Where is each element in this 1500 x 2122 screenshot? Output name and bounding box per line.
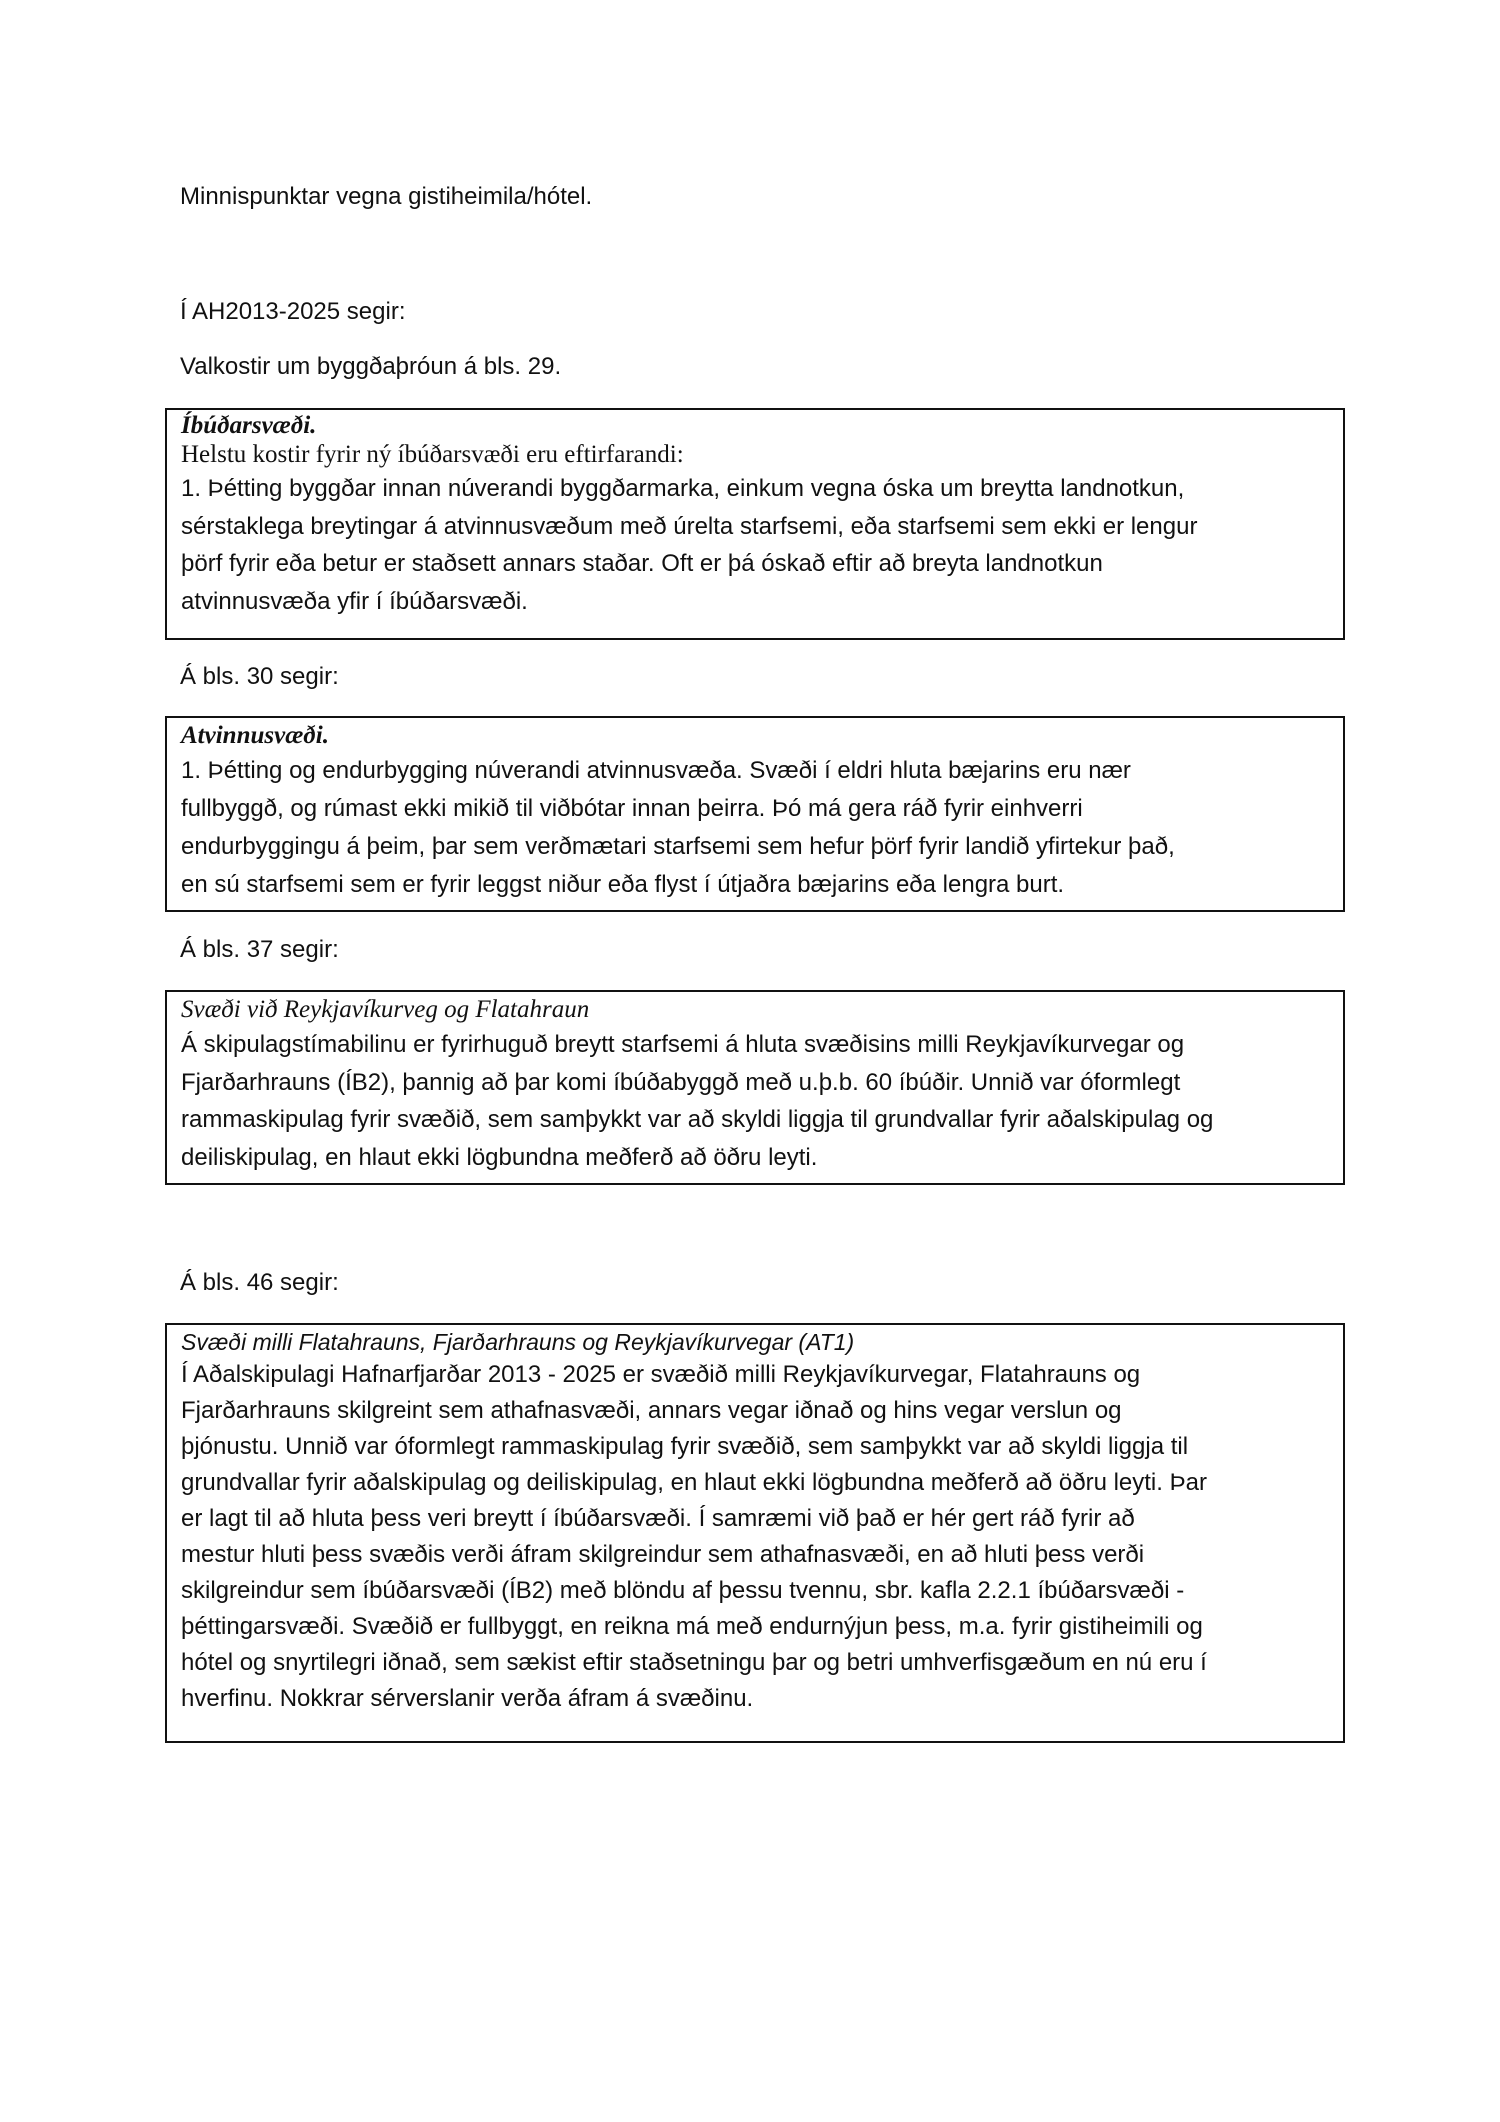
section1-line: 1. Þétting byggðar innan núverandi byggðarmarka, einkum vegna óska um breytta landnotkun, — [181, 475, 1185, 502]
section4-quote-box — [165, 1323, 1345, 1743]
section2-line: endurbyggingu á þeim, þar sem verðmætari starfsemi sem hefur þörf fyrir landið yfirtekur það, — [181, 833, 1175, 860]
section1-title: Íbúðarsvæði. — [181, 412, 317, 439]
section2-ref: Á bls. 30 segir: — [180, 663, 339, 690]
section4-line: skilgreindur sem íbúðarsvæði (ÍB2) með blöndu af þessu tvennu, sbr. kafla 2.2.1 íbúðarsvæði - — [181, 1577, 1185, 1604]
section1-line: þörf fyrir eða betur er staðsett annars staðar. Oft er þá óskað eftir að breyta landnotkun — [181, 550, 1103, 577]
section3-line: deiliskipulag, en hlaut ekki lögbundna meðferð að öðru leyti. — [181, 1143, 818, 1171]
intro-text: Í AH2013-2025 segir: — [180, 298, 406, 325]
section3-line: Á skipulagstímabilinu er fyrirhuguð breytt starfsemi á hluta svæðisins milli Reykjavíkurvegar og — [181, 1031, 1185, 1058]
section2-line: 1. Þétting og endurbygging núverandi atvinnusvæða. Svæði í eldri hluta bæjarins eru nær — [181, 757, 1131, 784]
section4-line: grundvallar fyrir aðalskipulag og deiliskipulag, en hlaut ekki lögbundna meðferð að öðru leyti. Þar — [181, 1469, 1207, 1496]
section2-line: fullbyggð, og rúmast ekki mikið til viðbótar innan þeirra. Þó má gera ráð fyrir einhverri — [181, 795, 1083, 822]
section1-subtitle: Helstu kostir fyrir ný íbúðarsvæði eru eftirfarandi: — [181, 441, 684, 468]
section1-line: sérstaklega breytingar á atvinnusvæðum með úrelta starfsemi, eða starfsemi sem ekki er lengur — [181, 512, 1198, 540]
section3-ref: Á bls. 37 segir: — [180, 936, 339, 963]
section4-line: mestur hluti þess svæðis verði áfram skilgreindur sem athafnasvæði, en að hluti þess verði — [181, 1541, 1145, 1568]
section2-title: Atvinnusvæði. — [181, 722, 329, 749]
section4-line: Í Aðalskipulagi Hafnarfjarðar 2013 - 2025 er svæðið milli Reykjavíkurvegar, Flatahrauns og — [181, 1361, 1141, 1388]
section2-quote-box — [165, 716, 1345, 912]
section3-quote-box — [165, 990, 1345, 1185]
section4-line: þjónustu. Unnið var óformlegt rammaskipulag fyrir svæðið, sem samþykkt var að skyldi liggja til — [181, 1433, 1189, 1460]
section1-ref: Valkostir um byggðaþróun á bls. 29. — [180, 353, 562, 380]
section2-line: en sú starfsemi sem er fyrir leggst niður eða flyst í útjaðra bæjarins eða lengra burt. — [181, 871, 1065, 898]
section4-line: Fjarðarhrauns skilgreint sem athafnasvæði, annars vegar iðnað og hins vegar verslun og — [181, 1397, 1122, 1424]
section3-line: Fjarðarhrauns (ÍB2), þannig að þar komi íbúðabyggð með u.þ.b. 60 íbúðir. Unnið var óformlegt — [181, 1068, 1181, 1096]
section3-title: Svæði við Reykjavíkurveg og Flatahraun — [181, 996, 590, 1023]
section4-line: þéttingarsvæði. Svæðið er fullbyggt, en reikna má með endurnýjun þess, m.a. fyrir gistiheimili og — [181, 1613, 1203, 1640]
section4-line: hverfinu. Nokkrar sérverslanir verða áfram á svæðinu. — [181, 1685, 754, 1712]
document-title: Minnispunktar vegna gistiheimila/hótel. — [180, 183, 593, 210]
section4-line: hótel og snyrtilegri iðnað, sem sækist eftir staðsetningu þar og betri umhverfisgæðum en nú eru í — [181, 1649, 1207, 1676]
section1-line: atvinnusvæða yfir í íbúðarsvæði. — [181, 587, 528, 615]
section4-line: er lagt til að hluta þess veri breytt í íbúðarsvæði. Í samræmi við það er hér gert ráð fyrir að — [181, 1505, 1135, 1532]
section1-quote-box — [165, 408, 1345, 640]
section3-line: rammaskipulag fyrir svæðið, sem samþykkt var að skyldi liggja til grundvallar fyrir aðalskipulag og — [181, 1106, 1214, 1133]
section4-ref: Á bls. 46 segir: — [180, 1269, 339, 1296]
section4-title: Svæði milli Flatahrauns, Fjarðarhrauns og Reykjavíkurvegar (AT1) — [181, 1329, 855, 1355]
